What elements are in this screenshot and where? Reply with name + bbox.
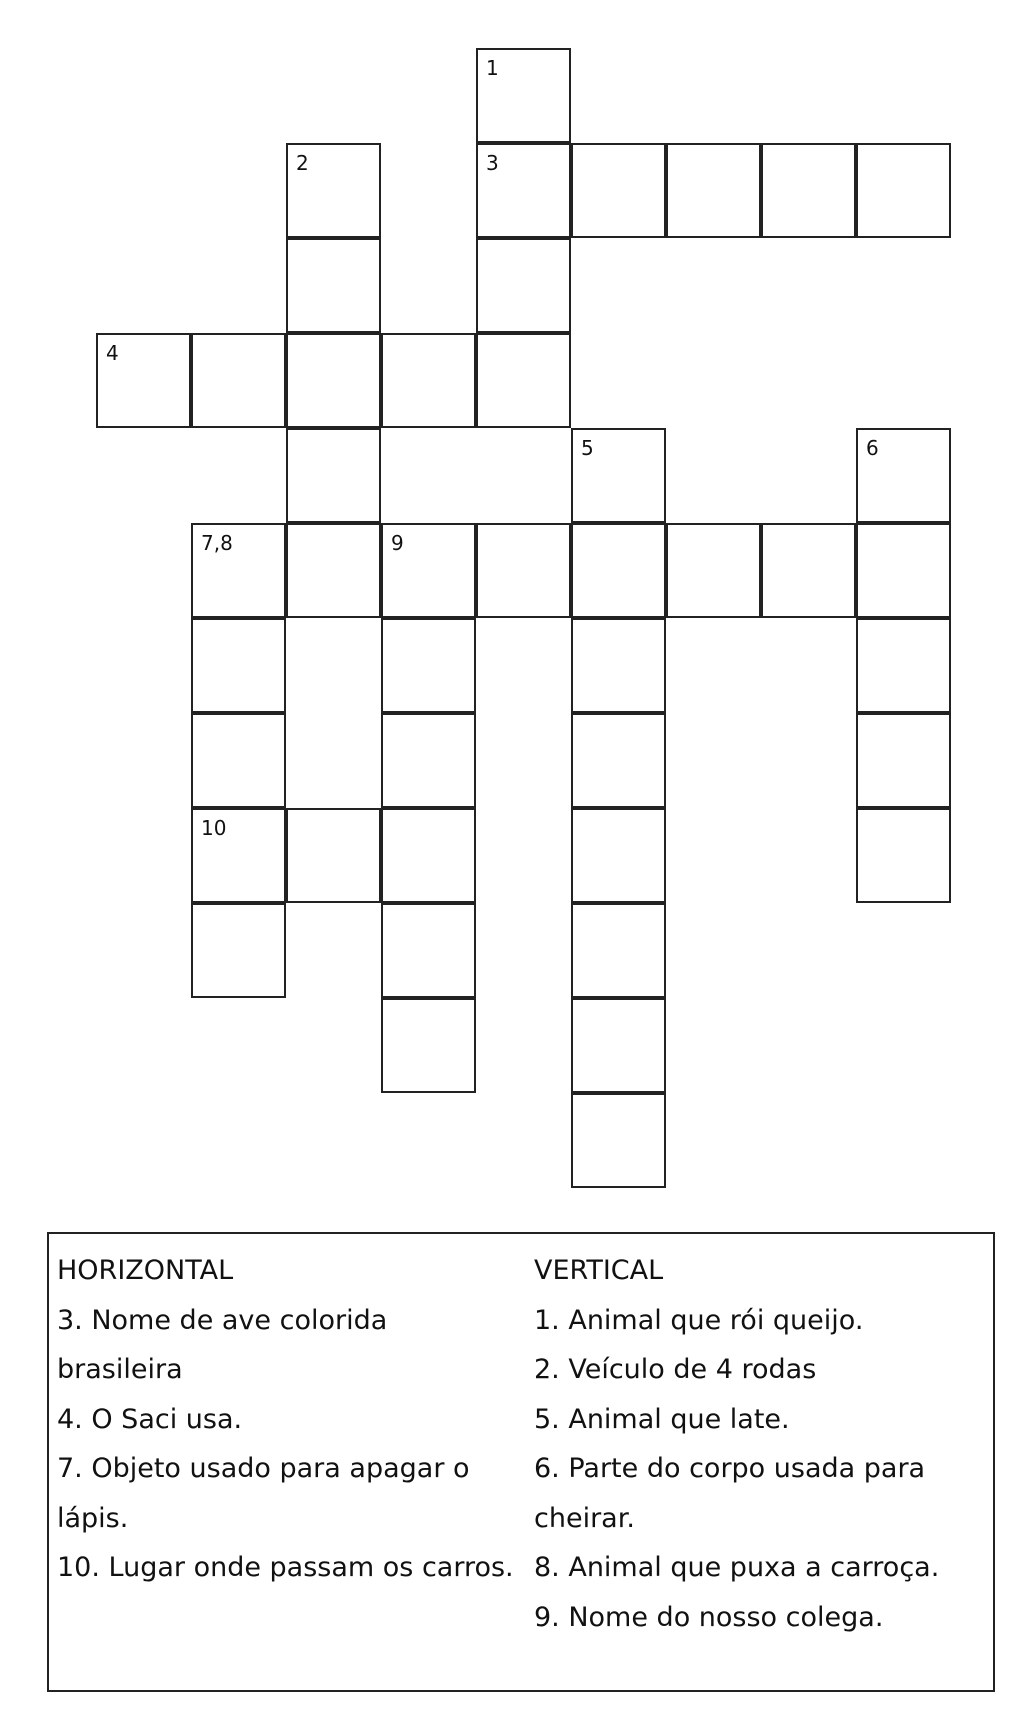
crossword-cell[interactable] xyxy=(381,903,476,998)
crossword-cell[interactable] xyxy=(571,713,666,808)
crossword-cell[interactable] xyxy=(381,618,476,713)
crossword-cell[interactable] xyxy=(856,143,951,238)
clue-line: brasileira xyxy=(57,1354,183,1385)
crossword-cell[interactable] xyxy=(761,523,856,618)
clue-number: 4 xyxy=(106,341,119,365)
crossword-cell[interactable] xyxy=(286,428,381,523)
clue-line: 4. O Saci usa. xyxy=(57,1403,243,1435)
crossword-cell[interactable] xyxy=(476,523,571,618)
vertical-clues xyxy=(534,1246,984,1642)
crossword-cell[interactable] xyxy=(571,523,666,618)
crossword-cell[interactable] xyxy=(286,523,381,618)
crossword-cell[interactable] xyxy=(476,333,571,428)
crossword-cell[interactable] xyxy=(191,713,286,808)
clue-line: lápis. xyxy=(57,1502,129,1534)
crossword-cell[interactable] xyxy=(381,713,476,808)
clue-line: 3. Nome de ave colorida xyxy=(57,1304,388,1336)
crossword-cell[interactable] xyxy=(856,523,951,618)
crossword-cell[interactable] xyxy=(381,333,476,428)
crossword-cell[interactable] xyxy=(286,333,381,428)
clue-number: 9 xyxy=(391,531,404,555)
clue-number: 1 xyxy=(486,56,499,80)
crossword-cell[interactable] xyxy=(191,618,286,713)
crossword-cell[interactable] xyxy=(381,523,476,618)
crossword-cell[interactable] xyxy=(476,143,571,238)
crossword-cell[interactable] xyxy=(381,998,476,1093)
clue-number: 10 xyxy=(201,816,227,840)
crossword-cell[interactable] xyxy=(856,713,951,808)
crossword-cell[interactable] xyxy=(571,143,666,238)
clue-number: 5 xyxy=(581,436,594,460)
crossword-cell[interactable] xyxy=(571,808,666,903)
clue-line: 2. Veículo de 4 rodas xyxy=(534,1354,817,1385)
clue-number: 2 xyxy=(296,151,309,175)
clue-line: 7. Objeto usado para apagar o xyxy=(57,1453,470,1484)
crossword-cell[interactable] xyxy=(856,618,951,713)
clue-line: 8. Animal que puxa a carroça. xyxy=(534,1552,940,1583)
clue-number: 3 xyxy=(486,151,499,175)
clue-line: cheirar. xyxy=(534,1502,635,1534)
crossword-cell[interactable] xyxy=(191,903,286,998)
crossword-cell[interactable] xyxy=(96,333,191,428)
crossword-cell[interactable] xyxy=(476,238,571,333)
crossword-cell[interactable] xyxy=(381,808,476,903)
crossword-cell[interactable] xyxy=(666,523,761,618)
clue-line: 6. Parte do corpo usada para xyxy=(534,1453,926,1484)
vertical-heading: VERTICAL xyxy=(534,1255,664,1286)
clue-line: 10. Lugar onde passam os carros. xyxy=(57,1552,514,1583)
crossword-cell[interactable] xyxy=(571,1093,666,1188)
crossword-cell[interactable] xyxy=(666,143,761,238)
horizontal-heading: HORIZONTAL xyxy=(57,1255,234,1286)
clues-box xyxy=(47,1232,995,1692)
crossword-cell[interactable] xyxy=(286,808,381,903)
clue-line: 9. Nome do nosso colega. xyxy=(534,1601,884,1633)
horizontal-clues xyxy=(57,1246,527,1593)
crossword-cell[interactable] xyxy=(286,143,381,238)
crossword-cell[interactable] xyxy=(286,238,381,333)
crossword-cell[interactable] xyxy=(856,808,951,903)
crossword-cell[interactable] xyxy=(476,48,571,143)
crossword-cell[interactable] xyxy=(571,998,666,1093)
clue-line: 1. Animal que rói queijo. xyxy=(534,1304,864,1336)
clue-line: 5. Animal que late. xyxy=(534,1403,790,1435)
crossword-cell[interactable] xyxy=(856,428,951,523)
crossword-cell[interactable] xyxy=(761,143,856,238)
crossword-cell[interactable] xyxy=(191,523,286,618)
crossword-cell[interactable] xyxy=(191,808,286,903)
crossword-cell[interactable] xyxy=(571,903,666,998)
clue-number: 6 xyxy=(866,436,879,460)
crossword-cell[interactable] xyxy=(571,618,666,713)
crossword-cell[interactable] xyxy=(571,428,666,523)
crossword-cell[interactable] xyxy=(191,333,286,428)
clue-number: 7,8 xyxy=(201,531,233,555)
